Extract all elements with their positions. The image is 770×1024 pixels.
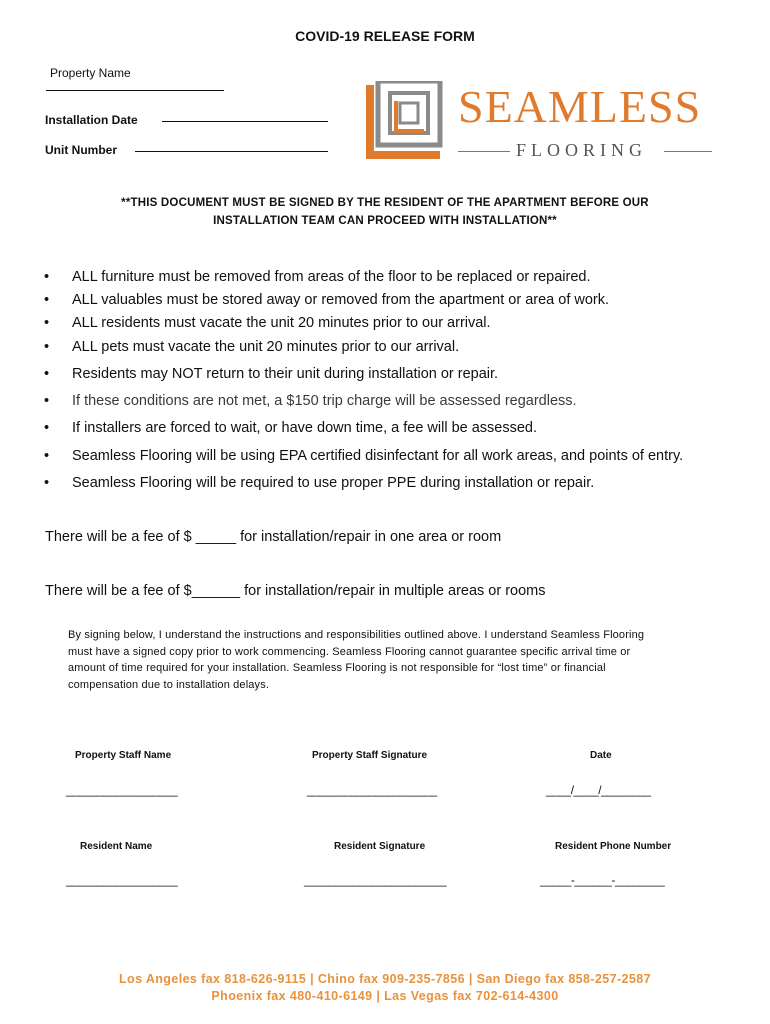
agreement-line-1: By signing below, I understand the instructions and responsibilities outlined above. I understand Seamless Flooring — [68, 629, 645, 641]
notice-line-1: **THIS DOCUMENT MUST BE SIGNED BY THE RESIDENT OF THE APARTMENT BEFORE OUR — [121, 197, 649, 209]
list-item — [44, 420, 538, 436]
property-staff-name-label: Property Staff Name — [75, 750, 172, 761]
logo-subtitle — [458, 140, 712, 162]
list-item — [44, 366, 499, 382]
bullet-icon: • — [44, 366, 50, 382]
bullet-icon: • — [44, 420, 50, 436]
property-staff-signature-field[interactable]: _____________________ — [307, 783, 437, 797]
bullet-icon: • — [44, 269, 50, 285]
agreement-paragraph — [68, 627, 718, 693]
list-item-text: If these conditions are not met, a $150 trip charge will be assessed regardless. — [72, 393, 577, 409]
notice-line-2: INSTALLATION TEAM CAN PROCEED WITH INSTALLATION** — [213, 215, 557, 227]
bullet-icon: • — [44, 292, 50, 308]
installation-date-line[interactable] — [162, 121, 328, 122]
bullet-icon: • — [44, 339, 50, 355]
resident-phone-field[interactable]: _____-______-________ — [540, 873, 665, 887]
agreement-line-4: compensation due to installation delays. — [68, 678, 270, 691]
logo-brand-text: SEAMLESS — [458, 81, 702, 132]
unit-number-label: Unit Number — [45, 143, 117, 157]
agreement-line-3: amount of time required for your installation. Seamless Flooring is not responsible for “lost time” or financial — [68, 662, 606, 674]
resident-phone-label: Resident Phone Number — [555, 841, 672, 852]
list-item-text: If installers are forced to wait, or have down time, a fee will be assessed. — [72, 420, 538, 436]
list-item-text: ALL valuables must be stored away or removed from the apartment or area of work. — [72, 292, 610, 308]
unit-number-line[interactable] — [135, 151, 328, 152]
footer-fax-line-2: Phoenix fax 480-410-6149 | Las Vegas fax 702-614-4300 — [211, 989, 559, 1003]
resident-name-label: Resident Name — [80, 841, 153, 852]
bullet-icon: • — [44, 315, 50, 331]
property-staff-name-field[interactable]: __________________ — [66, 783, 178, 797]
list-item — [44, 315, 491, 331]
footer-fax-line-1: Los Angeles fax 818-626-9115 | Chino fax 909-235-7856 | San Diego fax 858-257-2587 — [119, 972, 651, 986]
installation-date-label: Installation Date — [45, 113, 138, 127]
list-item-text: ALL furniture must be removed from areas of the floor to be replaced or repaired. — [72, 269, 591, 285]
list-item-text: ALL residents must vacate the unit 20 minutes prior to our arrival. — [72, 315, 491, 331]
list-item — [44, 448, 684, 464]
agreement-line-2: must have a signed copy prior to work commencing. Seamless Flooring cannot guarantee specific arrival time or — [68, 645, 631, 658]
list-item-text: ALL pets must vacate the unit 20 minutes prior to our arrival. — [72, 339, 460, 355]
resident-signature-field[interactable]: _______________________ — [304, 873, 446, 887]
resident-signature-label: Resident Signature — [334, 841, 426, 852]
list-item — [44, 475, 595, 491]
list-item-text: Seamless Flooring will be using EPA certified disinfectant for all work areas, and points of entry. — [72, 448, 684, 464]
form-title: COVID-19 RELEASE FORM — [295, 28, 475, 44]
notice — [60, 194, 710, 230]
list-item-text: Residents may NOT return to their unit during installation or repair. — [72, 366, 499, 382]
seamless-logo-mark — [366, 81, 444, 159]
fee-one-area: There will be a fee of $ _____ for installation/repair in one area or room — [45, 529, 502, 545]
date-label: Date — [590, 750, 612, 761]
list-item — [44, 292, 610, 308]
resident-name-field[interactable]: __________________ — [66, 873, 178, 887]
list-item-text: Seamless Flooring will be required to use proper PPE during installation or repair. — [72, 475, 595, 491]
date-field[interactable]: ____/____/________ — [546, 783, 651, 797]
list-item — [44, 393, 577, 409]
property-name-label: Property Name — [50, 66, 131, 80]
list-item — [44, 269, 591, 285]
bullet-icon: • — [44, 475, 50, 491]
property-name-line[interactable] — [46, 90, 224, 91]
list-item — [44, 339, 460, 355]
fee-multiple-areas: There will be a fee of $______ for installation/repair in multiple areas or rooms — [45, 583, 546, 599]
property-staff-signature-label: Property Staff Signature — [312, 750, 428, 761]
logo-subtitle-text: FLOORING — [516, 140, 648, 160]
bullet-icon: • — [44, 448, 50, 464]
bullet-icon: • — [44, 393, 50, 409]
